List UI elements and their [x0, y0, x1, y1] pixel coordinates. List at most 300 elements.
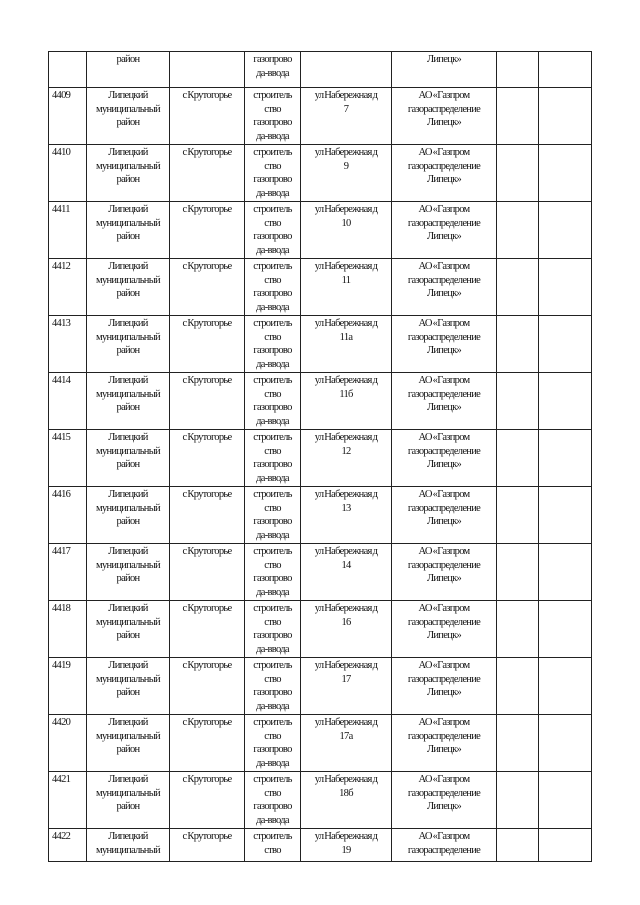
cell-object-type	[245, 259, 301, 316]
cell-object-type	[245, 202, 301, 259]
cell-owner	[392, 88, 497, 145]
cell-object-type	[245, 601, 301, 658]
cell-owner-line: газораспределение	[407, 445, 481, 457]
table-row	[49, 772, 592, 829]
cell-extra-2	[539, 202, 592, 259]
cell-extra-2	[539, 658, 592, 715]
cell-owner	[392, 316, 497, 373]
cell-owner	[392, 601, 497, 658]
cell-locality	[170, 259, 245, 316]
cell-address-line: 16	[341, 616, 351, 628]
cell-owner-line: АО «Газпром	[418, 432, 470, 443]
cell-district	[87, 316, 170, 373]
cell-number-text: 4416	[52, 489, 71, 500]
table-row	[49, 145, 592, 202]
cell-address-line: ул Набережная д	[314, 717, 378, 728]
cell-object-type-line: ство	[264, 160, 281, 172]
cell-owner-line: АО «Газпром	[418, 204, 470, 215]
cell-owner-line: АО «Газпром	[418, 660, 470, 671]
cell-object-type-line: газопрово	[253, 174, 292, 186]
cell-number-text: 4421	[52, 774, 71, 785]
table-row	[49, 601, 592, 658]
cell-extra-2	[539, 316, 592, 373]
cell-object-type	[245, 316, 301, 373]
cell-object-type-line: да-ввода	[256, 472, 289, 484]
cell-locality-text: с Крутогорье	[182, 831, 232, 842]
cell-owner-line: Липецк»	[426, 402, 462, 414]
cell-owner	[392, 259, 497, 316]
cell-locality	[170, 202, 245, 259]
cell-object-type-line: строитель	[253, 375, 292, 386]
table-row	[49, 202, 592, 259]
cell-object-type-line: да-ввода	[256, 757, 289, 769]
cell-extra-2	[539, 487, 592, 544]
cell-object-type-line: строитель	[253, 489, 292, 500]
cell-number	[49, 316, 87, 373]
cell-owner-line: газораспределение	[407, 844, 481, 856]
cell-district-line: Липецкий	[108, 774, 148, 785]
cell-locality	[170, 430, 245, 487]
cell-address-line: 14	[341, 559, 351, 571]
cell-number	[49, 145, 87, 202]
cell-number	[49, 829, 87, 862]
cell-owner-line: АО «Газпром	[418, 375, 470, 386]
cell-district-line: район	[116, 573, 140, 585]
cell-object-type-line: ство	[264, 217, 281, 229]
cell-owner-line: Липецк»	[426, 459, 462, 471]
cell-locality	[170, 658, 245, 715]
cell-number	[49, 202, 87, 259]
cell-object-type	[245, 658, 301, 715]
cell-number	[49, 772, 87, 829]
cell-address	[301, 259, 392, 316]
cell-object-type-line: газопрово	[253, 402, 292, 414]
cell-owner-line: АО «Газпром	[418, 90, 470, 101]
cell-number	[49, 373, 87, 430]
cell-owner-line: Липецк»	[426, 801, 462, 813]
cell-object-type-line: строитель	[253, 546, 292, 557]
cell-district-line: муниципальный	[96, 787, 160, 799]
cell-district-line: муниципальный	[96, 616, 160, 628]
cell-object-type-line: газопрово	[253, 516, 292, 528]
cell-object-type-line: строитель	[253, 261, 292, 272]
cell-object-type	[245, 772, 301, 829]
cell-district-line: Липецкий	[108, 603, 148, 614]
cell-district-line: район	[116, 231, 140, 243]
cell-object-type-line: ство	[264, 331, 281, 343]
cell-locality-text: с Крутогорье	[182, 717, 232, 728]
cell-address-line: ул Набережная д	[314, 204, 378, 215]
cell-object-type-line: ство	[264, 388, 281, 400]
cell-object-type-line: ство	[264, 445, 281, 457]
cell-extra-2	[539, 52, 592, 88]
cell-district	[87, 601, 170, 658]
cell-owner-line: Липецк»	[426, 288, 462, 300]
cell-district-line: район	[116, 288, 140, 300]
cell-address-line: 11а	[339, 331, 353, 343]
cell-locality-text: с Крутогорье	[182, 432, 232, 443]
cell-number-text: 4413	[52, 318, 71, 329]
cell-address	[301, 772, 392, 829]
cell-number	[49, 259, 87, 316]
cell-owner-line: Липецк»	[426, 345, 462, 357]
cell-district-line: муниципальный	[96, 160, 160, 172]
cell-extra-1	[497, 373, 539, 430]
cell-district-line: район	[116, 516, 140, 528]
cell-district	[87, 715, 170, 772]
cell-district-line: Липецкий	[108, 318, 148, 329]
cell-district-line: район	[116, 687, 140, 699]
cell-district-line: муниципальный	[96, 502, 160, 514]
cell-address	[301, 373, 392, 430]
cell-district-line: муниципальный	[96, 844, 160, 856]
cell-object-type-line: да-ввода	[256, 301, 289, 313]
cell-district	[87, 145, 170, 202]
cell-address	[301, 544, 392, 601]
cell-owner-line: Липецк»	[426, 117, 462, 129]
cell-address-line: 7	[343, 103, 349, 115]
cell-owner-line: газораспределение	[407, 331, 481, 343]
cell-owner-line: газораспределение	[407, 787, 481, 799]
cell-object-type-line: строитель	[253, 90, 292, 101]
cell-object-type-line: ство	[264, 616, 281, 628]
cell-address	[301, 829, 392, 862]
cell-address-line: ул Набережная д	[314, 831, 378, 842]
cell-district-line: Липецкий	[108, 831, 148, 842]
cell-object-type-line: ство	[264, 274, 281, 286]
cell-owner-line: Липецк»	[426, 54, 462, 65]
cell-extra-1	[497, 202, 539, 259]
cell-object-type-line: строитель	[253, 432, 292, 443]
cell-object-type	[245, 145, 301, 202]
cell-number-text: 4419	[52, 660, 71, 671]
cell-object-type-line: ство	[264, 502, 281, 514]
cell-object-type-line: строитель	[253, 204, 292, 215]
cell-owner-line: АО «Газпром	[418, 774, 470, 785]
cell-extra-2	[539, 88, 592, 145]
cell-extra-1	[497, 487, 539, 544]
cell-locality-text: с Крутогорье	[182, 546, 232, 557]
registry-table-body	[49, 52, 592, 862]
cell-object-type-line: да-ввода	[256, 130, 289, 142]
cell-object-type-line: строитель	[253, 717, 292, 728]
cell-district-line: Липецкий	[108, 375, 148, 386]
cell-district	[87, 373, 170, 430]
cell-object-type-line: газопрово	[253, 801, 292, 813]
cell-owner-line: газораспределение	[407, 274, 481, 286]
cell-address-line: ул Набережная д	[314, 432, 378, 443]
cell-object-type-line: да-ввода	[256, 415, 289, 427]
cell-owner	[392, 145, 497, 202]
cell-address	[301, 658, 392, 715]
cell-locality	[170, 145, 245, 202]
cell-owner	[392, 658, 497, 715]
cell-owner-line: Липецк»	[426, 744, 462, 756]
cell-owner-line: АО «Газпром	[418, 489, 470, 500]
cell-object-type	[245, 715, 301, 772]
cell-extra-1	[497, 316, 539, 373]
cell-owner-line: Липецк»	[426, 174, 462, 186]
cell-locality-text: с Крутогорье	[182, 603, 232, 614]
cell-district-line: Липецкий	[108, 546, 148, 557]
cell-locality-text: с Крутогорье	[182, 90, 232, 101]
cell-owner	[392, 52, 497, 88]
cell-owner	[392, 715, 497, 772]
cell-locality	[170, 487, 245, 544]
cell-district-line: район	[116, 345, 140, 357]
cell-owner-line: АО «Газпром	[418, 261, 470, 272]
cell-extra-2	[539, 772, 592, 829]
cell-district-line: муниципальный	[96, 730, 160, 742]
cell-district-line: муниципальный	[96, 217, 160, 229]
cell-extra-1	[497, 88, 539, 145]
cell-owner	[392, 544, 497, 601]
cell-address-line: 19	[341, 844, 351, 856]
cell-number-text: 4409	[52, 90, 71, 101]
cell-address-line: 11б	[339, 388, 353, 400]
table-row	[49, 373, 592, 430]
cell-object-type-line: газопрово	[253, 54, 292, 65]
cell-owner-line: АО «Газпром	[418, 318, 470, 329]
cell-address-line: ул Набережная д	[314, 90, 378, 101]
cell-locality-text: с Крутогорье	[182, 774, 232, 785]
cell-district-line: муниципальный	[96, 445, 160, 457]
cell-district	[87, 202, 170, 259]
cell-locality	[170, 88, 245, 145]
cell-locality-text: с Крутогорье	[182, 375, 232, 386]
cell-locality-text: с Крутогорье	[182, 147, 232, 158]
cell-owner	[392, 487, 497, 544]
cell-owner	[392, 430, 497, 487]
cell-extra-1	[497, 430, 539, 487]
cell-district-line: Липецкий	[108, 432, 148, 443]
cell-district-line: район	[116, 174, 140, 186]
cell-number	[49, 487, 87, 544]
cell-object-type-line: да-ввода	[256, 187, 289, 199]
cell-number-text: 4422	[52, 831, 71, 842]
cell-extra-2	[539, 601, 592, 658]
cell-number	[49, 601, 87, 658]
cell-address	[301, 88, 392, 145]
cell-locality	[170, 316, 245, 373]
cell-address-line: 18б	[339, 787, 353, 799]
cell-address	[301, 202, 392, 259]
cell-district	[87, 88, 170, 145]
cell-object-type-line: ство	[264, 103, 281, 115]
cell-district-line: муниципальный	[96, 559, 160, 571]
cell-object-type-line: ство	[264, 673, 281, 685]
cell-owner-line: газораспределение	[407, 730, 481, 742]
registry-table	[48, 51, 592, 862]
cell-object-type-line: ство	[264, 844, 281, 856]
cell-owner-line: газораспределение	[407, 160, 481, 172]
cell-object-type-line: строитель	[253, 147, 292, 158]
cell-number-text: 4415	[52, 432, 71, 443]
cell-district-line: Липецкий	[108, 147, 148, 158]
cell-district	[87, 52, 170, 88]
cell-owner-line: газораспределение	[407, 388, 481, 400]
cell-object-type	[245, 544, 301, 601]
cell-district-line: Липецкий	[108, 261, 148, 272]
cell-object-type	[245, 829, 301, 862]
cell-address-line: 17а	[339, 730, 353, 742]
cell-district	[87, 658, 170, 715]
cell-address	[301, 316, 392, 373]
cell-address-line: ул Набережная д	[314, 375, 378, 386]
cell-address-line: ул Набережная д	[314, 147, 378, 158]
cell-district	[87, 544, 170, 601]
cell-owner-line: АО «Газпром	[418, 546, 470, 557]
cell-locality	[170, 772, 245, 829]
cell-number-text: 4410	[52, 147, 71, 158]
cell-object-type	[245, 52, 301, 88]
cell-owner-line: АО «Газпром	[418, 147, 470, 158]
cell-owner-line: АО «Газпром	[418, 831, 470, 842]
cell-object-type-line: строитель	[253, 660, 292, 671]
cell-district-line: район	[116, 630, 140, 642]
table-row	[49, 658, 592, 715]
cell-district-line: Липецкий	[108, 660, 148, 671]
cell-object-type-line: газопрово	[253, 345, 292, 357]
cell-object-type	[245, 373, 301, 430]
cell-object-type-line: газопрово	[253, 117, 292, 129]
cell-address-line: ул Набережная д	[314, 261, 378, 272]
cell-object-type-line: да-ввода	[256, 244, 289, 256]
cell-district	[87, 772, 170, 829]
cell-locality	[170, 601, 245, 658]
cell-district	[87, 259, 170, 316]
cell-object-type-line: строитель	[253, 603, 292, 614]
cell-owner	[392, 202, 497, 259]
cell-owner-line: газораспределение	[407, 217, 481, 229]
cell-locality-text: с Крутогорье	[182, 660, 232, 671]
cell-district-line: район	[116, 402, 140, 414]
cell-object-type-line: газопрово	[253, 459, 292, 471]
cell-district-line: муниципальный	[96, 274, 160, 286]
cell-object-type-line: строитель	[253, 318, 292, 329]
cell-extra-2	[539, 259, 592, 316]
cell-locality	[170, 829, 245, 862]
cell-extra-1	[497, 52, 539, 88]
table-row	[49, 430, 592, 487]
cell-district	[87, 487, 170, 544]
cell-owner-line: газораспределение	[407, 616, 481, 628]
cell-extra-2	[539, 430, 592, 487]
cell-locality-text: с Крутогорье	[182, 204, 232, 215]
table-row	[49, 544, 592, 601]
cell-owner-line: АО «Газпром	[418, 717, 470, 728]
cell-object-type-line: да-ввода	[256, 358, 289, 370]
cell-object-type-line: строитель	[253, 774, 292, 785]
cell-owner	[392, 373, 497, 430]
cell-object-type	[245, 88, 301, 145]
cell-number	[49, 544, 87, 601]
cell-object-type-line: газопрово	[253, 630, 292, 642]
cell-extra-2	[539, 373, 592, 430]
cell-extra-2	[539, 829, 592, 862]
cell-address	[301, 715, 392, 772]
cell-address-line: 11	[341, 274, 351, 286]
cell-district-line: Липецкий	[108, 90, 148, 101]
cell-extra-1	[497, 145, 539, 202]
cell-owner-line: газораспределение	[407, 559, 481, 571]
cell-owner	[392, 772, 497, 829]
cell-number	[49, 88, 87, 145]
cell-address	[301, 145, 392, 202]
cell-district-line: Липецкий	[108, 204, 148, 215]
cell-number-text: 4414	[52, 375, 71, 386]
cell-locality	[170, 373, 245, 430]
cell-district-line: Липецкий	[108, 717, 148, 728]
cell-owner-line: Липецк»	[426, 231, 462, 243]
cell-object-type-line: газопрово	[253, 687, 292, 699]
cell-object-type-line: да-ввода	[256, 586, 289, 598]
cell-address-line: 10	[341, 217, 351, 229]
cell-owner-line: газораспределение	[407, 673, 481, 685]
cell-extra-1	[497, 658, 539, 715]
cell-extra-2	[539, 544, 592, 601]
cell-extra-1	[497, 259, 539, 316]
cell-owner	[392, 829, 497, 862]
cell-extra-2	[539, 145, 592, 202]
cell-object-type-line: газопрово	[253, 744, 292, 756]
cell-address-line: ул Набережная д	[314, 603, 378, 614]
cell-district-line: Липецкий	[108, 489, 148, 500]
cell-district	[87, 829, 170, 862]
cell-district-line: район	[116, 54, 140, 65]
cell-object-type-line: да-ввода	[256, 700, 289, 712]
cell-address-line: 9	[343, 160, 349, 172]
cell-owner-line: газораспределение	[407, 103, 481, 115]
cell-address-line: ул Набережная д	[314, 660, 378, 671]
cell-number	[49, 52, 87, 88]
cell-district	[87, 430, 170, 487]
cell-address-line: ул Набережная д	[314, 318, 378, 329]
cell-object-type-line: газопрово	[253, 288, 292, 300]
cell-address-line: ул Набережная д	[314, 489, 378, 500]
cell-object-type-line: да-ввода	[256, 67, 289, 79]
cell-object-type-line: ство	[264, 559, 281, 571]
cell-object-type-line: ство	[264, 730, 281, 742]
cell-owner-line: Липецк»	[426, 573, 462, 585]
cell-district-line: район	[116, 744, 140, 756]
cell-address	[301, 430, 392, 487]
cell-number	[49, 715, 87, 772]
cell-number-text: 4411	[52, 204, 70, 215]
cell-number	[49, 658, 87, 715]
cell-district-line: муниципальный	[96, 103, 160, 115]
cell-address-line: ул Набережная д	[314, 546, 378, 557]
cell-locality	[170, 52, 245, 88]
cell-address-line: 13	[341, 502, 351, 514]
cell-object-type-line: да-ввода	[256, 529, 289, 541]
cell-district-line: муниципальный	[96, 331, 160, 343]
cell-object-type-line: газопрово	[253, 573, 292, 585]
cell-object-type	[245, 487, 301, 544]
cell-owner-line: АО «Газпром	[418, 603, 470, 614]
cell-extra-1	[497, 544, 539, 601]
table-row	[49, 259, 592, 316]
cell-object-type	[245, 430, 301, 487]
cell-owner-line: газораспределение	[407, 502, 481, 514]
cell-object-type-line: ство	[264, 787, 281, 799]
cell-address	[301, 52, 392, 88]
cell-number-text: 4412	[52, 261, 71, 272]
cell-district-line: муниципальный	[96, 673, 160, 685]
cell-locality-text: с Крутогорье	[182, 489, 232, 500]
cell-address-line: 12	[341, 445, 351, 457]
cell-address-line: 17	[341, 673, 351, 685]
